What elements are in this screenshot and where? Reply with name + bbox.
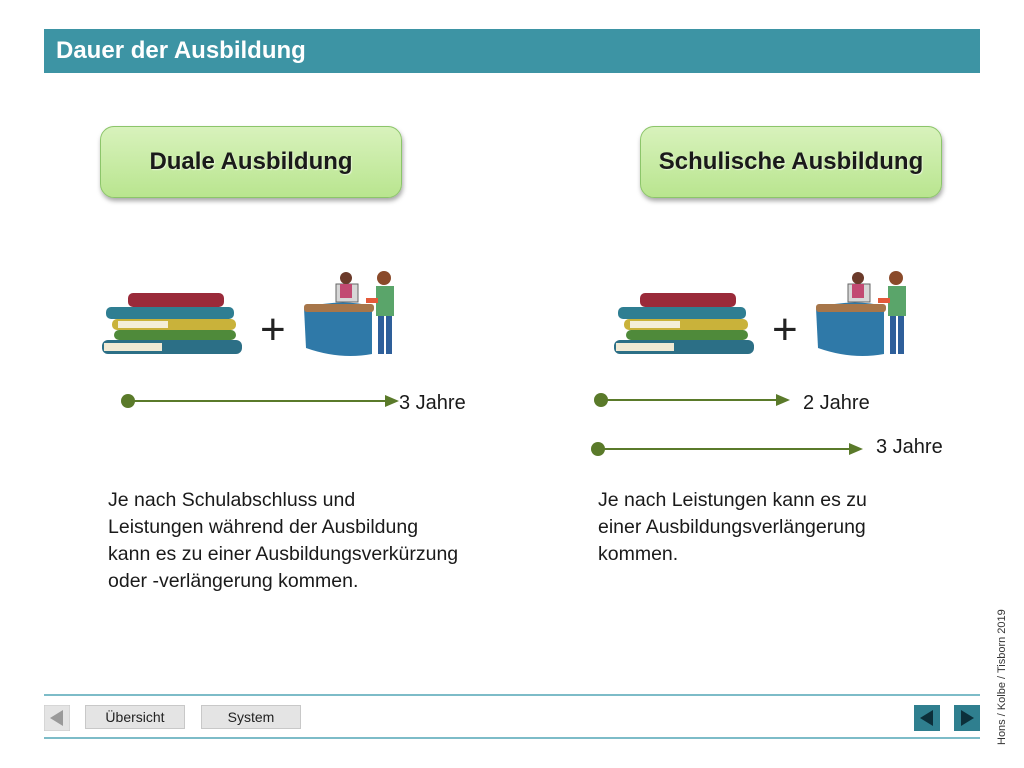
timeline-right-short xyxy=(588,387,798,413)
duration-label-left: 3 Jahre xyxy=(399,392,466,414)
heading-duale-ausbildung: Duale Ausbildung xyxy=(100,126,402,198)
description-line: Leistungen während der Ausbildung xyxy=(108,516,419,538)
timeline-start-dot xyxy=(594,393,608,407)
description-left xyxy=(108,487,458,595)
overview-button[interactable]: Übersicht xyxy=(85,705,185,729)
timeline-arrowhead xyxy=(385,395,399,407)
system-button[interactable]: System xyxy=(201,705,301,729)
plus-sign-left: + xyxy=(260,305,286,354)
next-arrow-icon[interactable] xyxy=(954,705,980,731)
books-icon xyxy=(610,285,758,360)
footer-divider-bottom xyxy=(44,737,980,739)
title-bar xyxy=(44,29,980,73)
timeline-start-dot xyxy=(591,442,605,456)
copyright-credit: Hons / Kolbe / Tisborn 2019 xyxy=(996,609,1008,745)
back-arrow-icon[interactable] xyxy=(44,705,70,731)
description-right xyxy=(598,487,867,568)
page-title: Dauer der Ausbildung xyxy=(56,37,306,64)
timeline-arrowhead xyxy=(849,443,863,455)
timeline-start-dot xyxy=(121,394,135,408)
office-desk-icon xyxy=(300,268,408,360)
duration-label-right-long: 3 Jahre xyxy=(876,436,943,458)
timeline-arrowhead xyxy=(776,394,790,406)
timeline-right-long xyxy=(585,436,870,462)
office-desk-icon xyxy=(812,268,920,360)
description-line: kommen. xyxy=(598,543,679,565)
previous-arrow-icon[interactable] xyxy=(914,705,940,731)
description-line: oder -verlängerung kommen. xyxy=(108,570,359,592)
books-icon xyxy=(98,285,246,360)
description-line: einer Ausbildungsverlängerung xyxy=(598,516,866,538)
description-line: kann es zu einer Ausbildungsverkürzung xyxy=(108,543,459,565)
timeline-left xyxy=(115,388,405,414)
footer-divider-top xyxy=(44,694,980,696)
description-line: Je nach Leistungen kann es zu xyxy=(598,489,867,511)
duration-label-right-short: 2 Jahre xyxy=(803,392,870,414)
plus-sign-right: + xyxy=(772,305,798,354)
description-line: Je nach Schulabschluss und xyxy=(108,489,356,511)
heading-schulische-ausbildung: Schulische Ausbildung xyxy=(640,126,942,198)
